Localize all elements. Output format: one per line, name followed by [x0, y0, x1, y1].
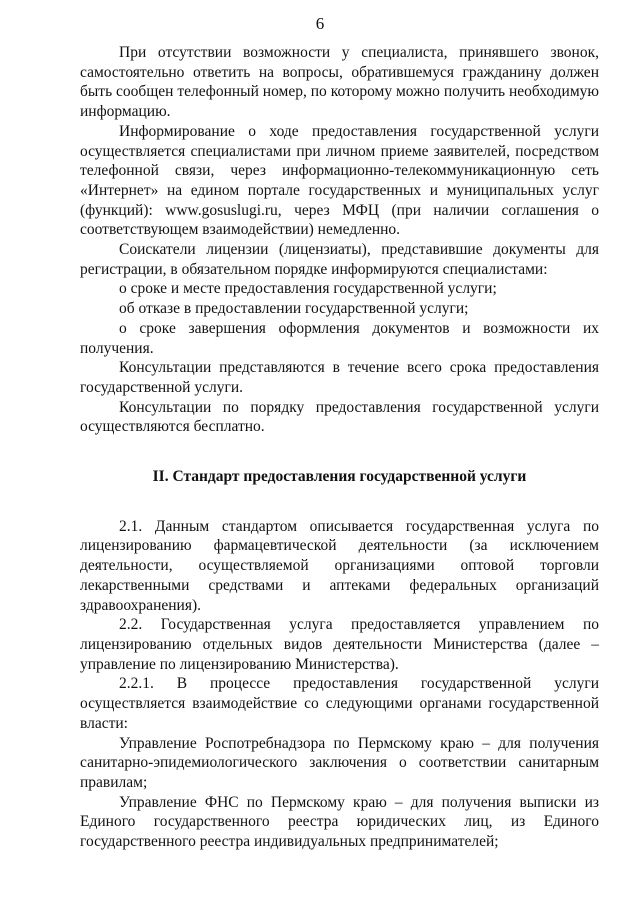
section-heading: II. Стандарт предоставления государственной услуги — [152, 468, 527, 486]
list-item: об отказе в предоставлении государственной услуги; — [119, 300, 469, 318]
document-body — [80, 43, 599, 852]
paragraph: 2.1. Данным стандартом описывается государственная услуга по лицензированию фармацевтической деятельности (за исключением деятельности, осуществляемой организациями оптовой торговли лекарственными средствами и аптеками федеральных организаций здравоохранения). — [80, 517, 599, 614]
paragraph: Информирование о ходе предоставления государственной услуги осуществляется специалистами при личном приеме заявителей, посредством телефонной связи, через информационно-телекоммуникационную сеть «Интернет» на едином портале государственных и муниципальных услуг (функций): www.gosuslugi.ru, через МФЦ (при наличии соглашения о соответствующем взаимодействии) немедленно. — [80, 122, 599, 239]
paragraph: Консультации представляются в течение всего срока предоставления государственной услуги. — [80, 359, 599, 396]
page-number: 6 — [315, 14, 325, 33]
paragraph: Консультации по порядку предоставления государственной услуги осуществляются бесплатно. — [80, 398, 599, 436]
paragraph: При отсутствии возможности у специалиста, принявшего звонок, самостоятельно ответить на вопросы, обратившемуся гражданину должен быть сообщен телефонный номер, по которому можно получить необходимую информацию. — [80, 44, 599, 121]
list-item: о сроке и месте предоставления государственной услуги; — [119, 280, 497, 298]
paragraph: 2.2. Государственная услуга предоставляется управлением по лицензированию отдельных видов деятельности Министерства (далее – управление по лицензированию Министерства). — [80, 616, 599, 673]
list-item: о сроке завершения оформления документов и возможности их получения. — [80, 319, 599, 357]
paragraph: Управление Роспотребнадзора по Пермскому краю – для получения санитарно-эпидемиологического заключения о соответствии санитарным правилам; — [80, 734, 599, 791]
paragraph: 2.2.1. В процессе предоставления государственной услуги осуществляется взаимодействие со следующими органами государственной власти: — [80, 675, 599, 732]
paragraph: Управление ФНС по Пермскому краю – для получения выписки из Единого государственного реестра юридических лиц, из Единого государственного реестра индивидуальных предпринимателей; — [80, 793, 599, 851]
paragraph: Соискатели лицензии (лицензиаты), представившие документы для регистрации, в обязательном порядке информируются специалистами: — [80, 241, 599, 278]
